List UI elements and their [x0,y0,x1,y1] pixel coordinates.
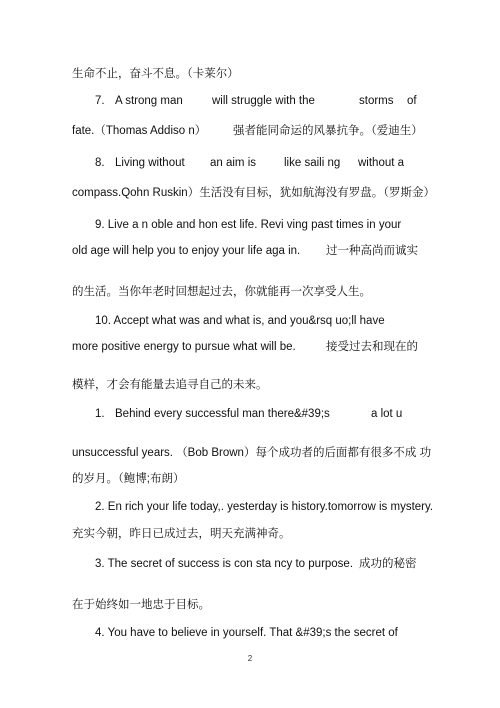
text-segment: Living without [115,157,185,169]
text-line: 的岁月。（鲍博;布朗） [72,473,185,485]
text-segment: like saili ng [284,157,341,169]
quote-1-line-1 [95,407,415,421]
text-segment: 3. The secret of success is con sta ncy to purpose. [95,558,354,570]
text-line: unsuccessful years. （Bob Brown）每个成功者的后面都有很多不成 功 [72,447,432,459]
text-line: 生命不止，奋斗不息。（卡莱尔） [72,68,239,80]
text-segment: 强者能同命运的风暴抗争。（爱迪生） [233,125,423,137]
text-line: 的生活。当你年老时回想起过去，你就能再一次享受人生。 [72,286,371,298]
text-line: 在于始终如一地忠于目标。 [72,599,210,611]
text-segment: 接受过去和现在的 [326,341,418,353]
quote-7-line-1 [95,94,425,108]
text-segment: fate.（Thomas Addiso n） [72,125,207,137]
quote-8-line-1 [95,156,415,170]
text-segment: a lot u [371,408,403,420]
text-segment: an aim is [210,157,257,169]
quote-number: 8. [95,157,105,169]
quote-2-line-1: 2. En rich your life today,. yesterday is history.tomorrow is mystery. [95,501,434,513]
quote-10-line-2 [72,340,422,354]
quote-3-line-1 [95,557,425,571]
text-segment: will struggle with the [212,95,315,107]
quote-7-line-2 [72,124,423,138]
text-segment: more positive energy to pursue what will be. [72,341,296,353]
text-segment: without a [358,157,405,169]
quote-9-line-1: 9. Live a n oble and hon est life. Revi ving past times in your [95,219,402,231]
text-segment: old age will help you to enjoy your life aga in. [72,245,301,257]
text-segment: storms [359,95,394,107]
text-line: 充实今朝，昨日已成过去，明天充满神奇。 [72,528,291,540]
text-line: compass.Qohn Ruskin）生活没有目标，犹如航海没有罗盘。（罗斯金） [72,187,435,199]
text-segment: Behind every successful man there&#39;s [115,408,330,420]
quote-9-line-2 [72,244,422,258]
page-number: 2 [247,654,253,663]
text-segment: A strong man [115,95,183,107]
quote-4-line-1: 4. You have to believe in yourself. That &#39;s the secret of [95,627,398,639]
text-segment: of [407,95,417,107]
text-segment: 成功的秘密 [359,558,417,570]
text-line: 模样，才会有能量去追寻自己的未来。 [72,379,268,391]
text-segment: 过一种高尚而诚实 [326,245,418,257]
quote-10-line-1: 10. Accept what was and what is, and you&rsq uo;ll have [95,315,385,327]
quote-number: 7. [95,95,105,107]
quote-number: 1. [95,408,105,420]
